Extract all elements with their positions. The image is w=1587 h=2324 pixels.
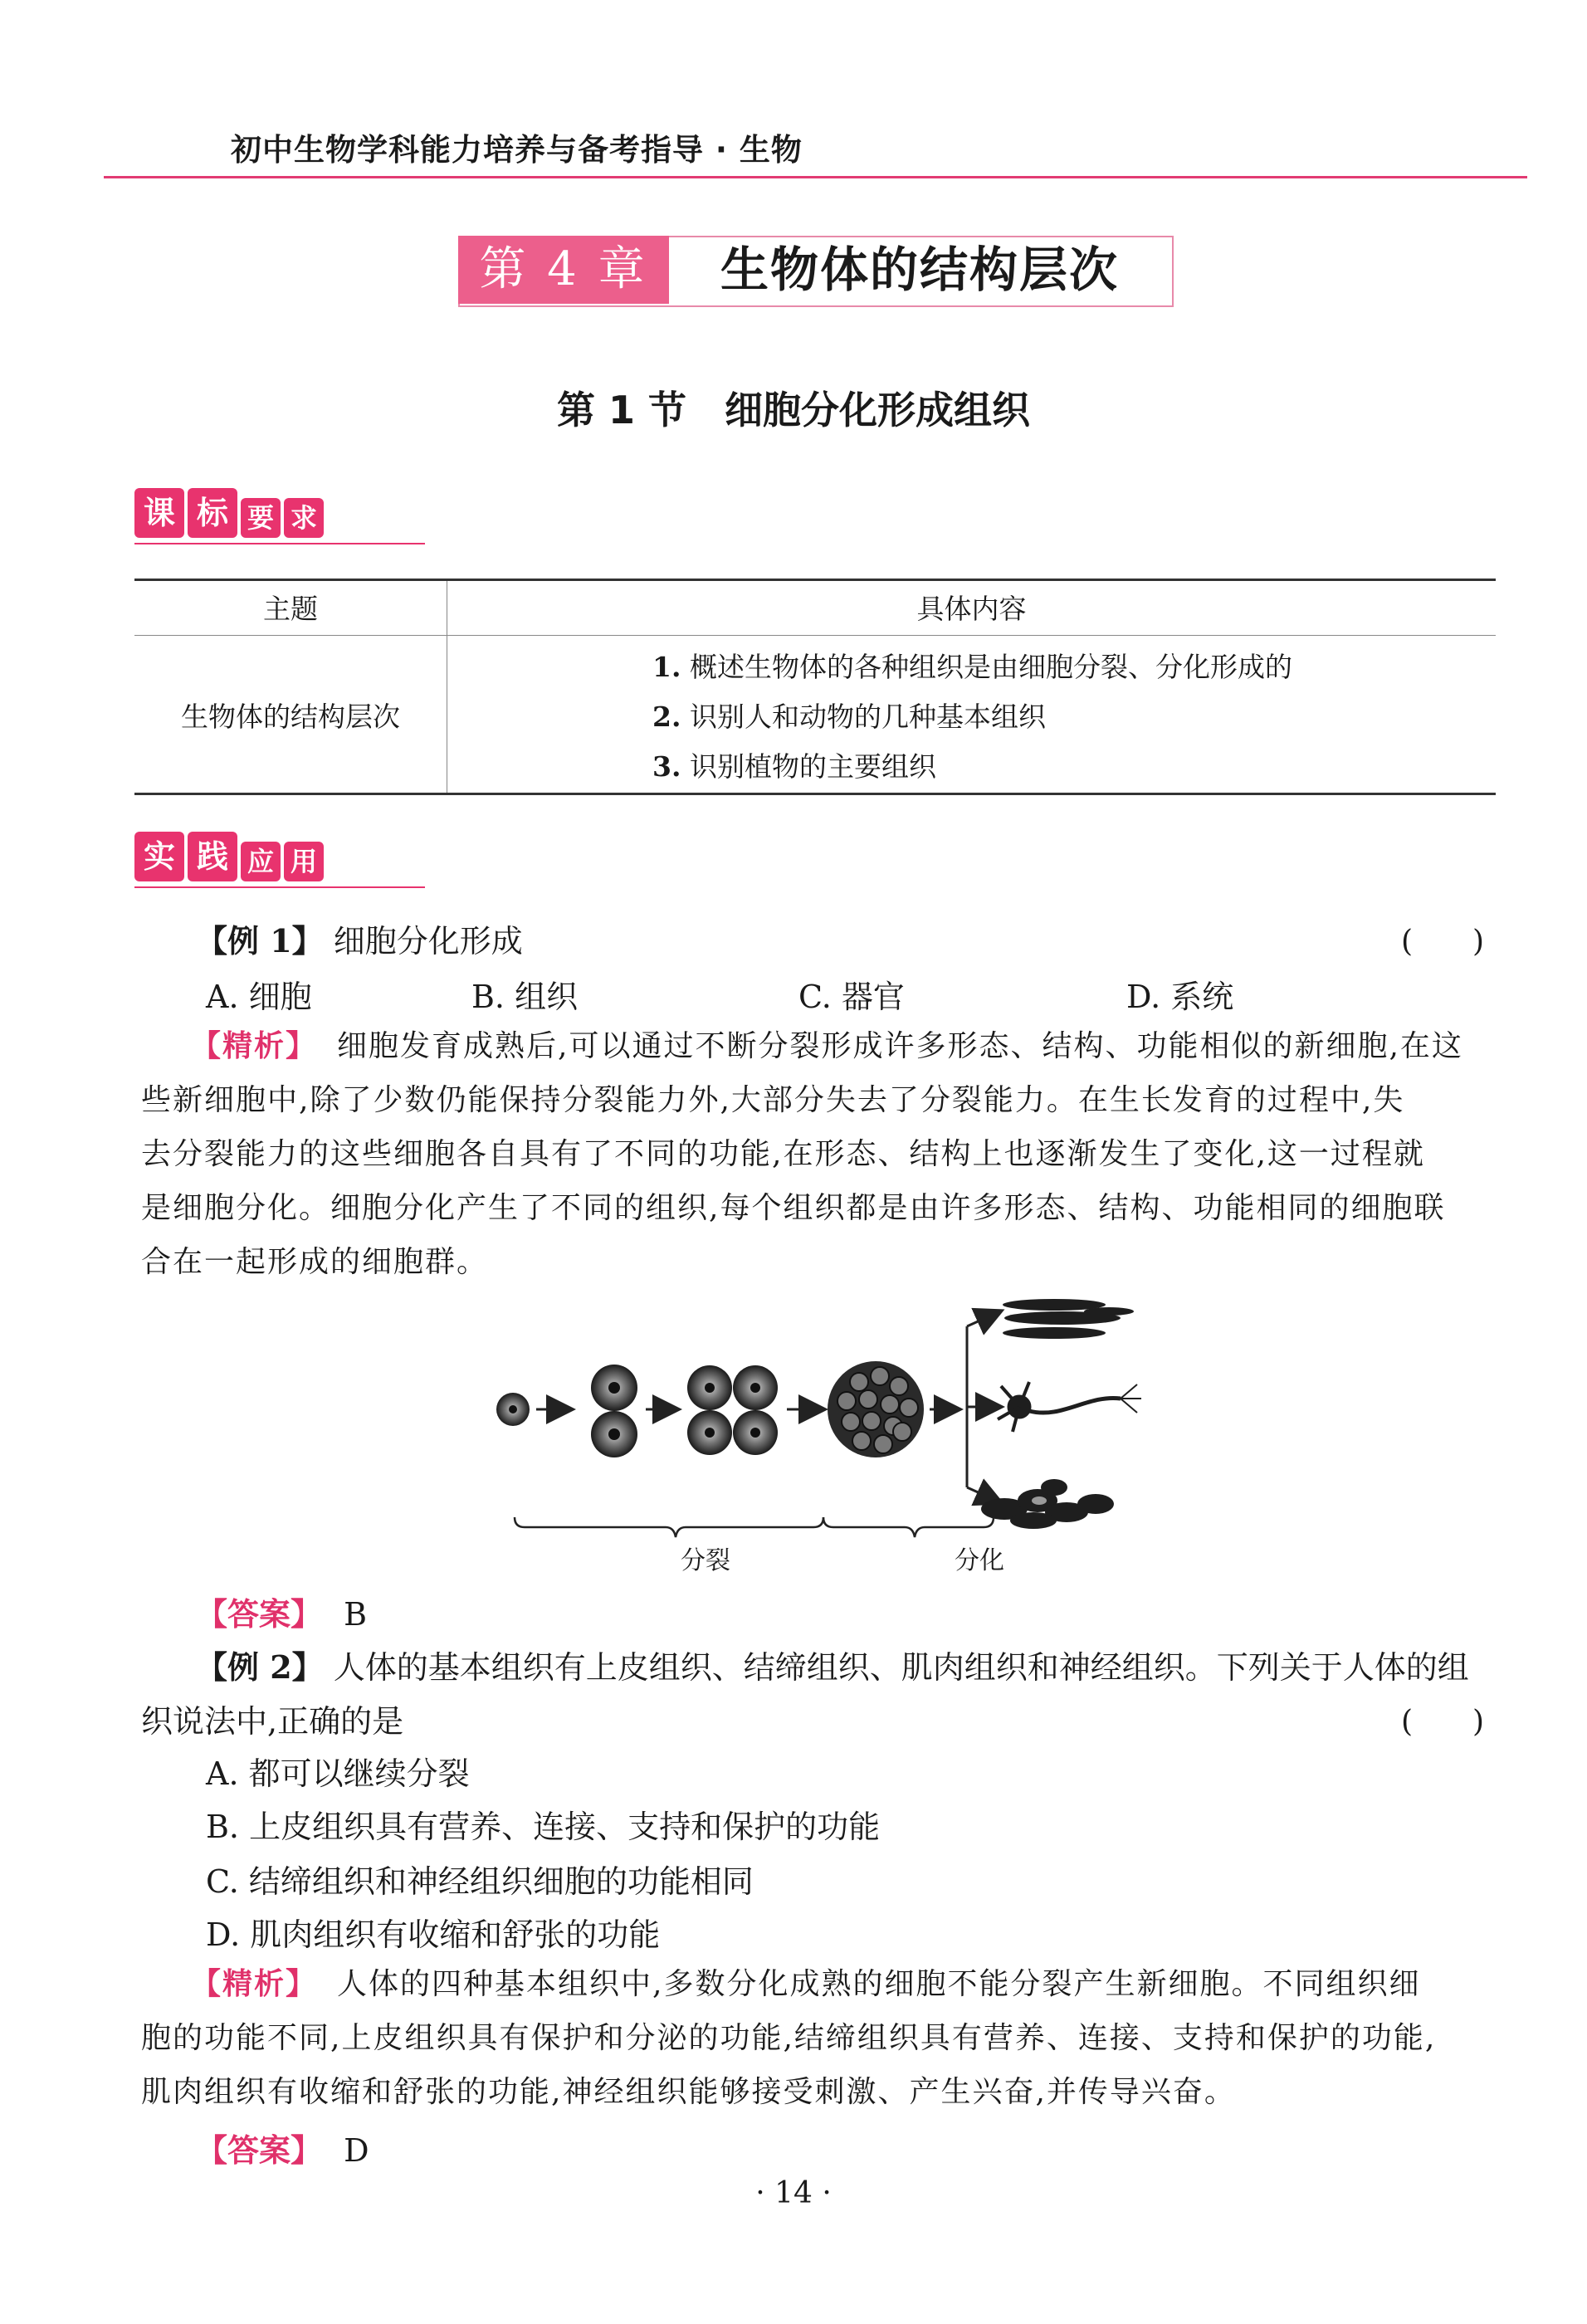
analysis-line: 肌肉组织有收缩和舒张的功能,神经组织能够接受刺激、产生兴奋,并传导兴奋。 <box>141 2075 1236 2109</box>
answer-bracket: ( ) <box>1401 1705 1485 1739</box>
example-label: 【例 1】 <box>196 922 324 959</box>
tag-underline <box>134 543 425 544</box>
example-2-answer <box>196 2125 369 2170</box>
table-header-topic: 主题 <box>263 593 318 625</box>
option-c: C. 器官 <box>798 979 905 1015</box>
table-header-rule <box>134 635 1496 636</box>
item-text: 识别植物的主要组织 <box>689 750 936 783</box>
example-2-question-cont: 织说法中,正确的是 <box>141 1703 404 1740</box>
table-item <box>652 745 936 784</box>
answer-label: 【答案】 <box>196 1596 323 1633</box>
option-c: C. 结缔组织和神经组织细胞的功能相同 <box>206 1863 754 1900</box>
analysis-line: 胞的功能不同,上皮组织具有保护和分泌的功能,结缔组织具有营养、连接、支持和保护的功能, <box>141 2021 1437 2055</box>
two-cell-stage <box>591 1365 637 1457</box>
cell-cluster <box>828 1361 924 1457</box>
header-divider <box>104 176 1527 178</box>
example-1-question <box>196 915 523 961</box>
tag-char: 求 <box>284 498 324 538</box>
tag-char: 标 <box>188 488 237 538</box>
tag-underline <box>134 886 425 888</box>
tag-char: 用 <box>284 842 324 881</box>
option-b: B. 组织 <box>471 979 579 1015</box>
table-header-content: 具体内容 <box>916 593 1027 625</box>
label-differentiation: 分化 <box>955 1546 1004 1575</box>
muscle-tissue <box>1003 1299 1134 1339</box>
example-label: 【例 2】 <box>196 1648 324 1686</box>
option-d: D. 系统 <box>1126 979 1234 1015</box>
tag-char: 实 <box>134 832 184 881</box>
label-division: 分裂 <box>681 1546 730 1575</box>
tag-char: 要 <box>241 498 281 538</box>
differentiation-brace <box>823 1517 994 1537</box>
answer-label: 【答案】 <box>196 2132 323 2169</box>
table-top-rule <box>134 579 1496 581</box>
analysis-label: 【精析】 <box>191 1967 318 2001</box>
table-item <box>652 696 1046 735</box>
option-d: D. 肌肉组织有收缩和舒张的功能 <box>206 1916 661 1953</box>
page-number: · 14 · <box>755 2176 832 2210</box>
curriculum-requirements-tag <box>134 488 324 538</box>
practice-application-tag <box>134 832 324 881</box>
analysis-line: 去分裂能力的这些细胞各自具有了不同的功能,在形态、结构上也逐渐发生了变化,这一过程就 <box>141 1137 1425 1171</box>
table-topic-cell: 生物体的结构层次 <box>181 701 400 733</box>
analysis-line: 是细胞分化。细胞分化产生了不同的组织,每个组织都是由许多形态、结构、功能相同的细胞联 <box>141 1191 1446 1225</box>
option-a: A. 都可以继续分裂 <box>206 1755 470 1792</box>
analysis-line: 人体的四种基本组织中,多数分化成熟的细胞不能分裂产生新细胞。不同组织细 <box>337 1967 1421 2001</box>
answer-value: B <box>344 1596 368 1633</box>
single-cell <box>496 1393 530 1426</box>
connective-tissue <box>981 1479 1114 1529</box>
example-1-answer <box>196 1589 367 1634</box>
analysis-line: 合在一起形成的细胞群。 <box>141 1245 489 1279</box>
item-text: 识别人和动物的几种基本组织 <box>689 701 1046 733</box>
analysis-line: 些新细胞中,除了少数仍能保持分裂能力外,大部分失去了分裂能力。在生长发育的过程中,失 <box>141 1083 1405 1117</box>
table-bottom-rule <box>134 793 1496 795</box>
item-number: 3. <box>652 750 681 783</box>
analysis-label: 【精析】 <box>191 1029 318 1063</box>
tag-char: 课 <box>134 488 184 538</box>
table-item <box>652 646 1292 685</box>
item-number: 1. <box>652 651 681 683</box>
answer-bracket: ( ) <box>1401 925 1485 959</box>
tag-char: 践 <box>188 832 237 881</box>
chapter-title: 生物体的结构层次 <box>720 242 1119 298</box>
section-title: 第 1 节 细胞分化形成组织 <box>556 388 1031 432</box>
option-b: B. 上皮组织具有营养、连接、支持和保护的功能 <box>206 1809 881 1845</box>
division-brace <box>515 1517 823 1537</box>
tag-char: 应 <box>241 842 281 881</box>
option-a: A. 细胞 <box>206 979 312 1015</box>
item-number: 2. <box>652 701 681 733</box>
analysis-line: 细胞发育成熟后,可以通过不断分裂形成许多形态、结构、功能相似的新细胞,在这 <box>337 1029 1463 1063</box>
example-2-question <box>196 1642 1469 1687</box>
answer-value: D <box>344 2132 369 2169</box>
four-cell-stage <box>687 1365 778 1455</box>
question-text: 细胞分化形成 <box>333 923 523 959</box>
running-header: 初中生物学科能力培养与备考指导 · 生物 <box>231 132 803 168</box>
item-text: 概述生物体的各种组织是由细胞分裂、分化形成的 <box>689 651 1292 683</box>
chapter-label: 第 4 章 <box>458 236 669 304</box>
branch-bracket <box>967 1311 1000 1502</box>
question-text: 人体的基本组织有上皮组织、结缔组织、肌肉组织和神经组织。下列关于人体的组 <box>333 1649 1469 1686</box>
cell-division-differentiation-figure <box>481 1295 1162 1577</box>
nerve-cell <box>998 1382 1141 1432</box>
example-2-analysis <box>141 1957 1502 2119</box>
example-1-analysis <box>141 1019 1502 1289</box>
